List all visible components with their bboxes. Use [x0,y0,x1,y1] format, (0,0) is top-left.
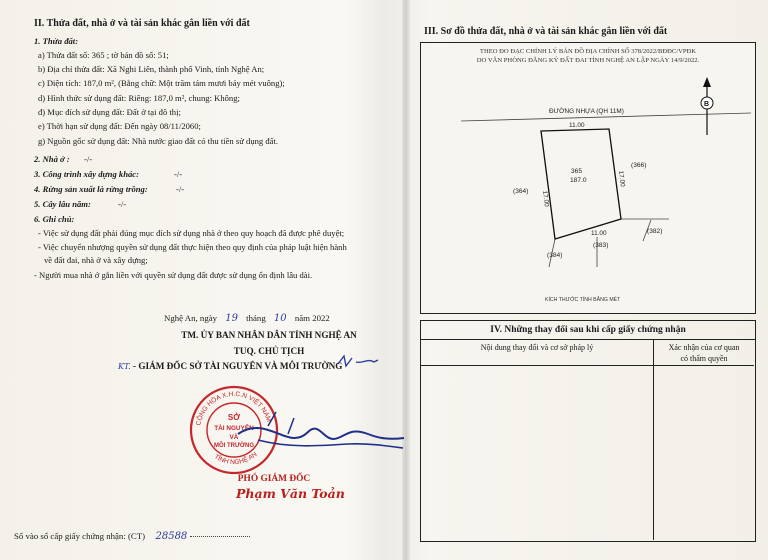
note-line-3: về đất đai, nhà ở và xây dựng; [44,255,148,265]
road-label: ĐƯỜNG NHỰA (QH 11M) [549,108,624,115]
north-letter: B [704,101,710,108]
seal-ring-text: CỘNG HÒA X.H.C.N VIỆT NAM [195,390,272,427]
issue-date [164,313,330,324]
changes-confirm-header [654,340,754,366]
seal-center-4: MÔI TRƯỜNG [213,443,255,449]
date-prefix: Nghệ An, ngày [164,313,218,323]
cert-number-value: 28588 [155,531,188,542]
sign-kt-handwritten: KT. [118,362,131,371]
left-page [14,0,404,560]
cert-number-line [14,531,250,542]
changes-confirm-column [654,340,754,540]
changes-table-title: IV. Những thay đổi sau khi cấp giấy chứng nhận [421,321,755,340]
date-month-label: tháng [246,313,266,323]
parcel-number-line: a) Thửa đất số: 365 ; tờ bản đồ số: 51; [38,50,169,60]
signature-icon [228,404,408,460]
parcel-365-outline [541,129,621,239]
map-header-line-2: DO VĂN PHÒNG ĐĂNG KÝ ĐẤT ĐAI TỈNH NGHỆ AN LẬP NGÀY 14/9/2022. [476,57,700,64]
perennial-value: -/- [118,199,127,209]
usage-origin-line: g) Nguồn gốc sử dụng đất: Nhà nước giao đất có thu tiền sử dụng đất. [38,136,279,146]
map-header-line-1: THEO ĐO ĐẠC CHỈNH LÝ BẢN ĐỒ ĐỊA CHÍNH SỐ 378/2022/BĐĐC/VPĐK [479,48,697,55]
dim-left: 17.00 [541,190,550,208]
signer-director: KT. - GIÁM ĐỐC SỞ TÀI NGUYÊN VÀ MÔI TRƯỜNG [118,361,343,371]
signer-org: TM. ỦY BAN NHÂN DÂN TỈNH NGHỆ AN [181,330,357,340]
dim-top: 11.00 [569,122,585,129]
changes-content-column [421,340,654,540]
neighbor-383: (383) [593,242,609,249]
date-day: 19 [225,313,238,324]
changes-confirm-header-2: có thẩm quyền [680,354,728,363]
land-map-frame [420,42,756,314]
house-value: -/- [84,154,93,164]
note-line-1: - Việc sử dụng đất phải đúng mục đích sử dụng nhà ở theo quy hoạch đã được phê duyệt; [38,228,345,238]
parcel-area: 187.0 [570,177,587,184]
parcel-diagram [421,43,755,313]
forest-label: 4. Rừng sản xuất là rừng trồng: [34,184,148,194]
other-construction-value: -/- [174,169,183,179]
changes-table [420,320,756,542]
section-iii-title: III. Sơ đồ thửa đất, nhà ở và tài sản khác gắn liền với đất [424,26,668,37]
north-arrow-icon [701,77,713,135]
perennial-label: 5. Cây lâu năm: [34,199,91,209]
seal-center-3: VÀ [229,434,239,441]
land-parcel-heading: 1. Thửa đất: [34,36,79,46]
parcel-address-line: b) Địa chỉ thửa đất: Xã Nghi Liên, thành phố Vinh, tỉnh Nghệ An; [38,64,265,74]
neighbor-384: (384) [547,252,563,259]
deputy-title: PHÓ GIÁM ĐỐC [237,474,311,484]
cert-number-label: Số vào sổ cấp giấy chứng nhận: (CT) [14,531,146,541]
seal-center-1: SỞ [227,413,241,422]
parcel-area-line: c) Diện tích: 187,0 m², (Bằng chữ: Một trăm tám mươi bảy mét vuông); [38,78,285,88]
signer-director-title: GIÁM ĐỐC SỞ TÀI NGUYÊN VÀ MÔI TRƯỜNG [138,361,343,371]
note-line-4: - Người mua nhà ở gắn liền với quyền sử dụng đất được sử dụng ổn định lâu dài. [34,270,313,280]
usage-purpose-line: đ) Mục đích sử dụng đất: Đất ở tại đô thị; [38,107,181,117]
seal-bottom-text: TỈNH NGHỆ AN [212,450,259,467]
house-label: 2. Nhà ở : [34,154,70,164]
right-page [410,0,760,560]
deputy-name: Phạm Văn Toản [236,486,345,501]
section-ii-title: II. Thửa đất, nhà ở và tài sản khác gắn liền với đất [34,18,250,29]
changes-content-header: Nội dung thay đổi và cơ sở pháp lý [421,340,653,366]
signer-role: TUQ. CHỦ TỊCH [233,346,305,356]
initial-mark-icon [334,350,384,372]
note-line-2: - Việc chuyển nhượng quyền sử dụng đất thực hiện theo quy định của pháp luật hiện hành [38,242,347,252]
parcel-number: 365 [571,168,583,175]
changes-confirm-header-1: Xác nhận của cơ quan [668,343,740,352]
neighbor-382: (382) [647,228,663,235]
usage-form-line: d) Hình thức sử dụng đất: Riêng: 187,0 m², chung: Không; [38,93,240,103]
date-year: năm 2022 [294,313,330,323]
date-month: 10 [273,313,287,324]
dim-bottom: 11.00 [591,230,607,237]
usage-term-line: e) Thời hạn sử dụng đất: Đến ngày 08/11/2060; [38,121,201,131]
neighbor-366: (366) [631,162,647,169]
dim-right: 17.00 [617,170,626,188]
scale-note: KÍCH THƯỚC TÍNH BẰNG MÉT [545,297,621,303]
neighbor-364: (364) [513,188,529,195]
notes-label: 6. Ghi chú: [34,214,75,224]
forest-value: -/- [176,184,185,194]
other-construction-label: 3. Công trình xây dựng khác: [34,169,139,179]
seal-center-2: TÀI NGUYÊN [214,425,254,432]
